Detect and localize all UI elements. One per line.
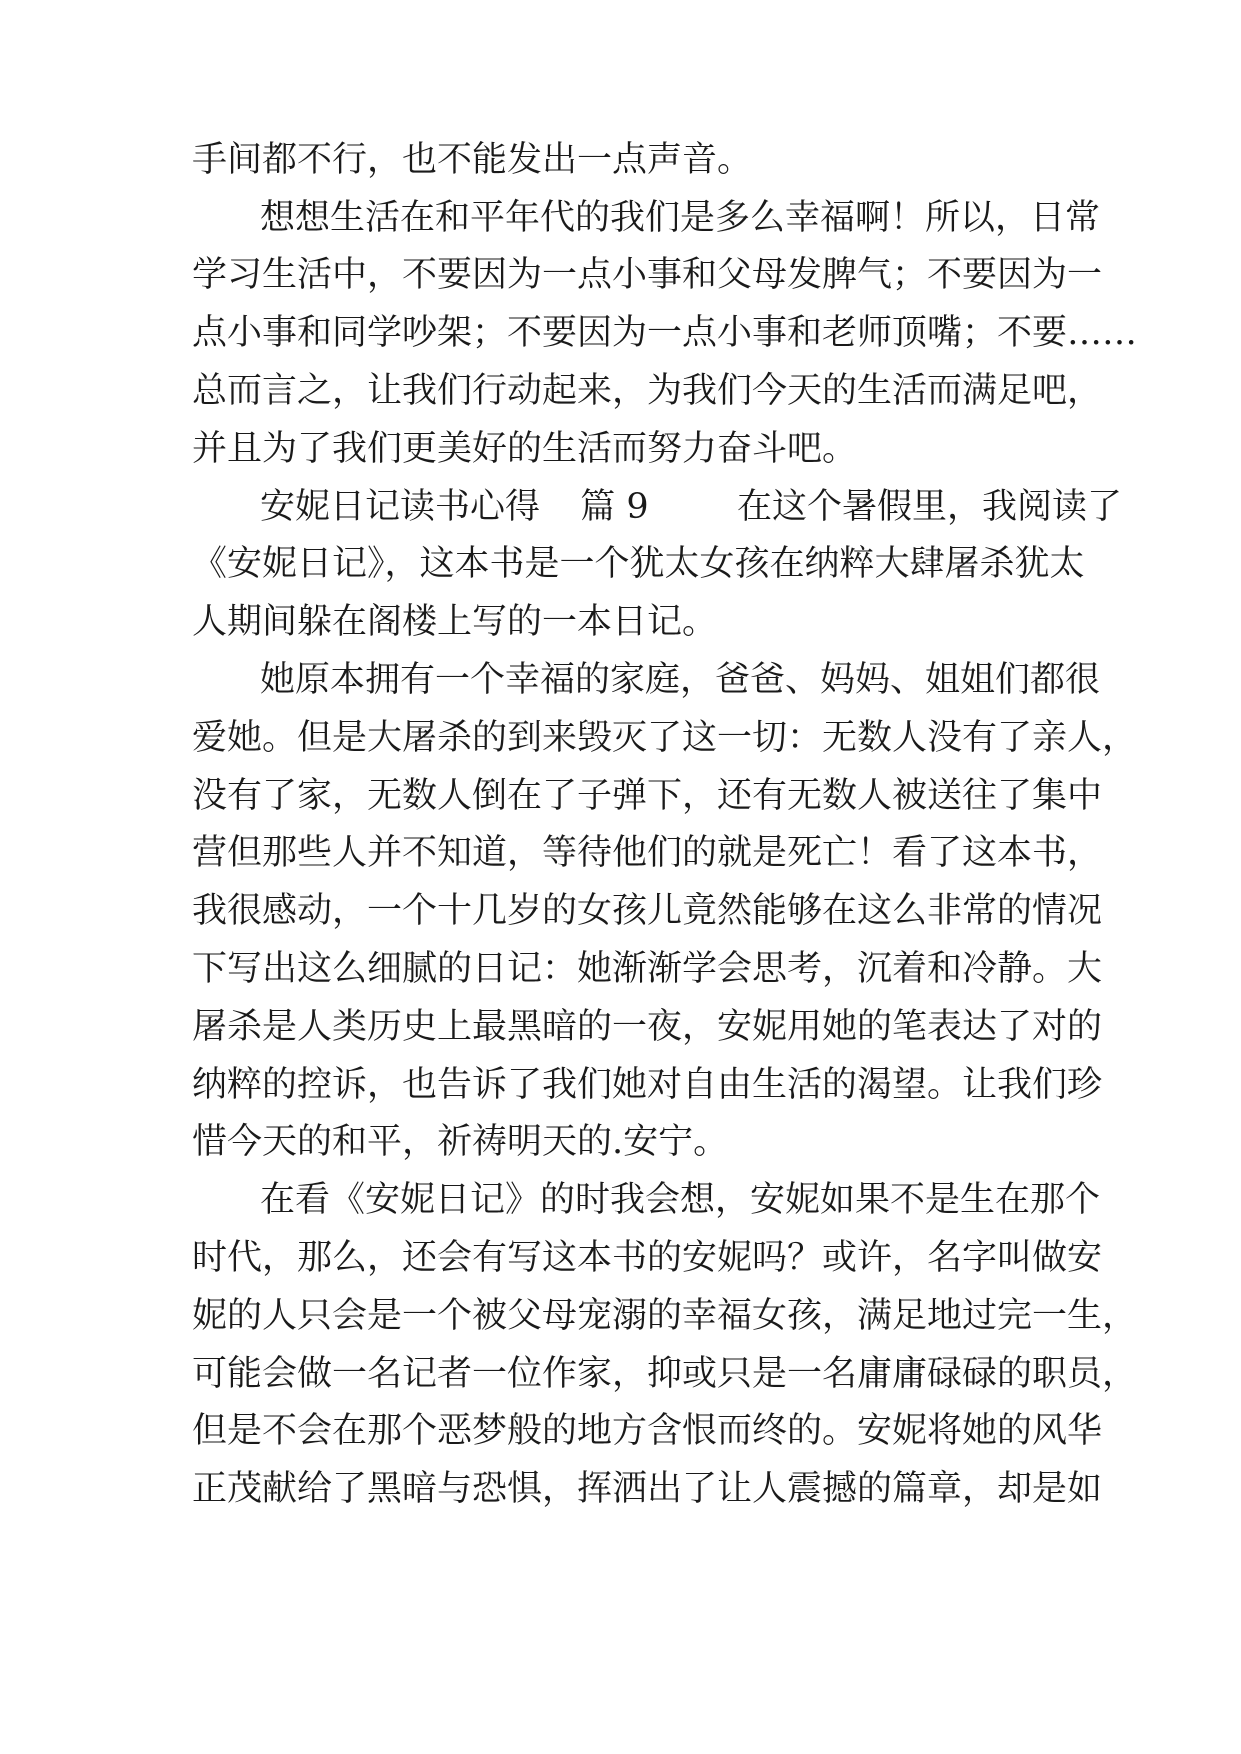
paragraph-first-line: 在看《安妮日记》的时我会想，安妮如果不是生在那个 — [260, 1180, 1101, 1220]
paragraph-first-line: 想想生活在和平年代的我们是多么幸福啊！所以，日常 — [260, 198, 1101, 238]
text-line: 可能会做一名记者一位作家，抑或只是一名庸庸碌碌的职员， — [192, 1354, 1138, 1394]
text-line: 没有了家，无数人倒在了子弹下，还有无数人被送往了集中 — [192, 776, 1103, 816]
text-line: 但是不会在那个恶梦般的地方含恨而终的。安妮将她的风华 — [192, 1411, 1103, 1451]
text-line: 学习生活中，不要因为一点小事和父母发脾气；不要因为一 — [192, 255, 1103, 295]
text-line: 在这个暑假里，我阅读了 — [736, 487, 1122, 527]
text-line: 下写出这么细腻的日记：她渐渐学会思考，沉着和冷静。大 — [192, 949, 1103, 989]
text-line: 纳粹的控诉，也告诉了我们她对自由生活的渴望。让我们珍 — [192, 1065, 1103, 1105]
section-number: 篇 9 — [580, 487, 649, 527]
text-line: 妮的人只会是一个被父母宠溺的幸福女孩，满足地过完一生， — [192, 1296, 1138, 1336]
text-line: 屠杀是人类历史上最黑暗的一夜，安妮用她的笔表达了对的 — [192, 1007, 1103, 1047]
text-line: 点小事和同学吵架；不要因为一点小事和老师顶嘴；不要…… — [192, 313, 1138, 353]
text-line: 手间都不行，也不能发出一点声音。 — [192, 140, 753, 180]
section-title: 安妮日记读书心得 — [260, 487, 541, 527]
section-heading-line — [260, 477, 1122, 537]
text-line: 并且为了我们更美好的生活而努力奋斗吧。 — [192, 429, 858, 469]
text-line: 人期间躲在阁楼上写的一本日记。 — [192, 602, 718, 642]
text-line: 爱她。但是大屠杀的到来毁灭了这一切：无数人没有了亲人， — [192, 718, 1138, 758]
text-line: 时代，那么，还会有写这本书的安妮吗？或许，名字叫做安 — [192, 1238, 1103, 1278]
text-line: 《安妮日记》，这本书是一个犹太女孩在纳粹大肆屠杀犹太 — [192, 544, 1085, 584]
text-line: 营但那些人并不知道，等待他们的就是死亡！看了这本书， — [192, 833, 1103, 873]
text-line: 正茂献给了黑暗与恐惧，挥洒出了让人震撼的篇章，却是如 — [192, 1469, 1103, 1509]
text-line: 总而言之，让我们行动起来，为我们今天的生活而满足吧， — [192, 371, 1103, 411]
paragraph-first-line: 她原本拥有一个幸福的家庭，爸爸、妈妈、姐姐们都很 — [260, 660, 1101, 700]
text-line: 惜今天的和平，祈祷明天的.安宁。 — [192, 1122, 729, 1162]
text-line: 我很感动，一个十几岁的女孩儿竟然能够在这么非常的情况 — [192, 891, 1103, 931]
